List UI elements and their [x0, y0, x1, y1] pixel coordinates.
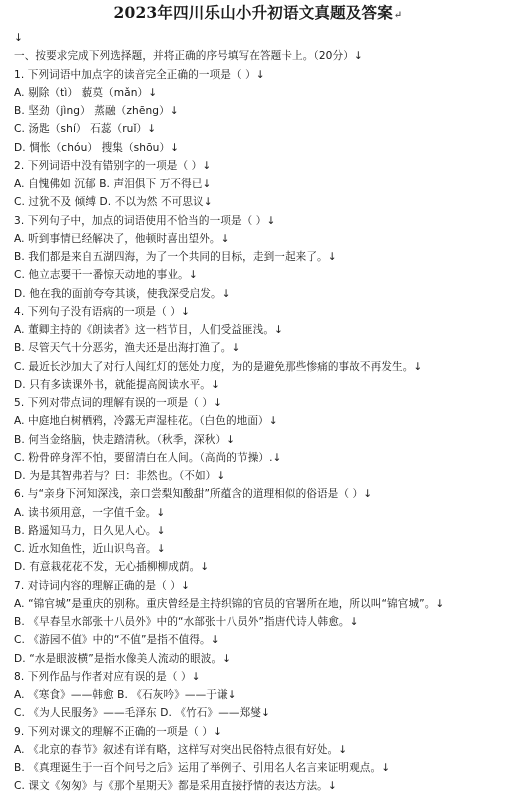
text-line: C. 《为人民服务》——毛泽东 D. 《竹石》——郑燮↓ [14, 707, 270, 720]
text-line: D. “水是眼波横”是指水像美人流动的眼波。↓ [14, 652, 232, 665]
text-line: ↓ [14, 32, 23, 44]
text-line: D. 只有多读课外书，就能提高阅读水平。↓ [14, 378, 220, 391]
text-line: C. 最近长沙加大了对行人闯红灯的惩处力度，为的是避免那些惨痛的事故不再发生。↓ [14, 360, 423, 373]
text-line: A. 董卿主持的《朗读者》这一档节目，人们受益匪浅。↓ [14, 324, 284, 336]
text-line: C. 过犹不及 倾缚 D. 不以为然 不可思议↓ [14, 196, 213, 209]
text-line: 6. 与“亲身下河知深浅，亲口尝梨知酸甜”所蕴含的道理相似的俗语是（ ）↓ [14, 488, 373, 501]
text-line: A. 《北京的春节》叙述有详有略，这样写对突出民俗特点很有好处。↓ [14, 743, 348, 756]
paragraph-mark-icon: ↵ [393, 10, 403, 21]
text-line: B. 坚劲（jìng） 蒸融（zhēng）↓ [14, 105, 179, 117]
text-line: 1. 下列词语中加点字的读音完全正确的一项是（ ）↓ [14, 68, 265, 81]
title-text: 2023年四川乐山小升初语文真题及答案 [113, 3, 393, 22]
text-line: D. 为是其智弗若与？曰：非然也。（不如）↓ [14, 470, 226, 482]
text-line: A. “锦官城”是重庆的别称。重庆曾经是主持织锦的官员的官署所在地，所以叫“锦官城”。↓ [14, 597, 445, 610]
text-line: 7. 对诗词内容的理解正确的是（ ）↓ [14, 579, 190, 592]
text-line: 3. 下列句子中，加点的词语使用不恰当的一项是（ ）↓ [14, 214, 276, 227]
text-line: C. 课文《匆匆》与《那个星期天》都是采用直接抒情的表达方法。↓ [14, 780, 337, 793]
text-line: B. 路遥知马力，日久见人心。↓ [14, 524, 166, 537]
text-line: A. 听到事情已经解决了，他顿时喜出望外。↓ [14, 232, 230, 245]
text-line: 4. 下列句子没有语病的一项是（ ）↓ [14, 305, 190, 318]
text-line: A. 《寒食》——韩愈 B. 《石灰吟》——于谦↓ [14, 689, 237, 701]
text-line: C. 近水知鱼性，近山识鸟音。↓ [14, 543, 166, 555]
text-line: C. 汤匙（shí） 石蕊（ruǐ）↓ [14, 123, 157, 136]
text-line: 8. 下列作品与作者对应有误的是（ ）↓ [14, 670, 201, 683]
text-line: B. 何当金络脑，快走踏清秋。（秋季，深秋）↓ [14, 433, 236, 446]
text-line: C. 《游园不值》中的“不值”是指不值得。↓ [14, 634, 220, 647]
text-line: C. 他立志要干一番惊天动地的事业。↓ [14, 269, 198, 282]
text-line: A. 剔除（tì） 藐莫（mǎn）↓ [14, 86, 158, 99]
text-line: 5. 下列对带点词的理解有误的一项是（ ）↓ [14, 397, 223, 409]
text-line: 一、按要求完成下列选择题，并将正确的序号填写在答题卡上。（20分）↓ [14, 50, 363, 63]
page-title [0, 2, 516, 27]
text-line: 9. 下列对课文的理解不正确的一项是（ ）↓ [14, 725, 223, 738]
text-line: B. 《真理诞生于一百个问号之后》运用了举例子、引用名人名言来证明观点。↓ [14, 762, 391, 774]
text-line: B. 《早春呈水部张十八员外》中的“水部张十八员外”指唐代诗人韩愈。↓ [14, 616, 359, 628]
text-line: 2. 下列词语中没有错别字的一项是（ ）↓ [14, 159, 212, 172]
text-line: A. 自愧佛如 沉郁 B. 声泪俱下 万不得已↓ [14, 178, 212, 190]
text-line: A. 中庭地白树栖鸦，冷露无声湿桂花。（白色的地面）↓ [14, 415, 278, 428]
text-line: D. 有意栽花花不发，无心插柳柳成荫。↓ [14, 561, 210, 574]
text-line: A. 读书须用意，一字值千金。↓ [14, 506, 166, 519]
text-line: C. 粉骨碎身浑不怕，要留清白在人间。（高尚的节操）.↓ [14, 451, 282, 464]
text-line: D. 惆怅（chóu） 搜集（shōu）↓ [14, 141, 180, 154]
text-line: B. 尽管天气十分恶劣，渔夫还是出海打渔了。↓ [14, 342, 241, 355]
text-line: D. 他在我的面前夸夸其谈，使我深受启发。↓ [14, 287, 231, 300]
text-line: B. 我们都是来自五湖四海，为了一个共同的目标，走到一起来了。↓ [14, 251, 337, 263]
